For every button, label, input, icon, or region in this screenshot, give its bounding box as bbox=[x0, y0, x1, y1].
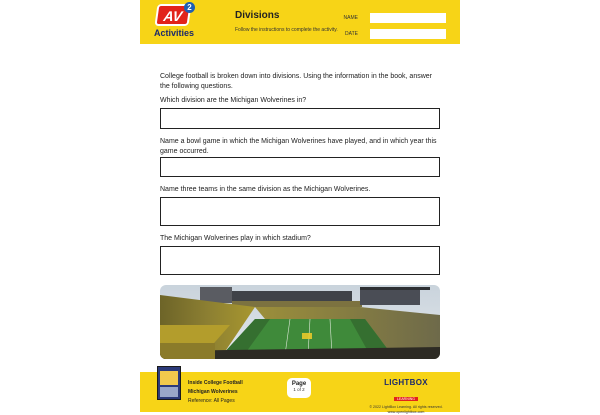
logo-badge-text: AV bbox=[162, 8, 184, 24]
book-cover-band bbox=[160, 387, 178, 397]
page-title: Divisions bbox=[235, 10, 280, 21]
question-1: Which division are the Michigan Wolverines in? bbox=[160, 97, 307, 104]
answer-box-4[interactable] bbox=[160, 246, 440, 275]
date-label: DATE bbox=[345, 31, 358, 37]
name-label: NAME bbox=[343, 15, 358, 21]
book-title: Michigan Wolverines bbox=[188, 389, 238, 395]
page-subtitle: Follow the instructions to complete the activity. bbox=[235, 27, 338, 33]
brand-tag: LEARNING bbox=[394, 397, 418, 401]
book-info bbox=[188, 379, 243, 406]
av2-logo bbox=[148, 4, 200, 42]
page-label: Page bbox=[291, 381, 307, 387]
book-cover-icon bbox=[157, 366, 181, 400]
book-reference: Reference: All Pages bbox=[188, 398, 235, 404]
website-link[interactable]: www.openlightbox.com bbox=[387, 410, 425, 414]
answer-box-1[interactable] bbox=[160, 108, 440, 129]
page-count: 1 of 2 bbox=[293, 387, 305, 392]
lightbox-branding bbox=[366, 378, 446, 415]
question-3: Name three teams in the same division as the Michigan Wolverines. bbox=[160, 186, 371, 193]
question-4: The Michigan Wolverines play in which stadium? bbox=[160, 235, 311, 242]
stadium-illustration bbox=[160, 285, 440, 359]
name-field[interactable] bbox=[370, 13, 446, 23]
instructions bbox=[160, 72, 440, 92]
intro-text: College football is broken down into divisions. Using the information in the book, answer the following questions. bbox=[160, 73, 432, 90]
stadium-photo bbox=[160, 285, 440, 359]
logo-superscript: 2 bbox=[184, 2, 195, 13]
book-cover-art bbox=[160, 371, 178, 385]
logo-caption: Activities bbox=[153, 28, 195, 38]
question-2: Name a bowl game in which the Michigan Wolverines have played, and in which year this game occurred. bbox=[160, 138, 437, 155]
page-indicator bbox=[287, 378, 311, 398]
date-field[interactable] bbox=[370, 29, 446, 39]
book-series: Inside College Football bbox=[188, 380, 243, 386]
answer-box-3[interactable] bbox=[160, 197, 440, 226]
brand-name: LIGHTBOX bbox=[384, 378, 428, 387]
worksheet-page bbox=[140, 0, 460, 412]
header-banner bbox=[140, 0, 460, 44]
footer-banner bbox=[140, 372, 460, 412]
copyright: © 2022 LightBox Learning. All rights reserved. bbox=[369, 405, 443, 409]
answer-box-2[interactable] bbox=[160, 157, 440, 177]
